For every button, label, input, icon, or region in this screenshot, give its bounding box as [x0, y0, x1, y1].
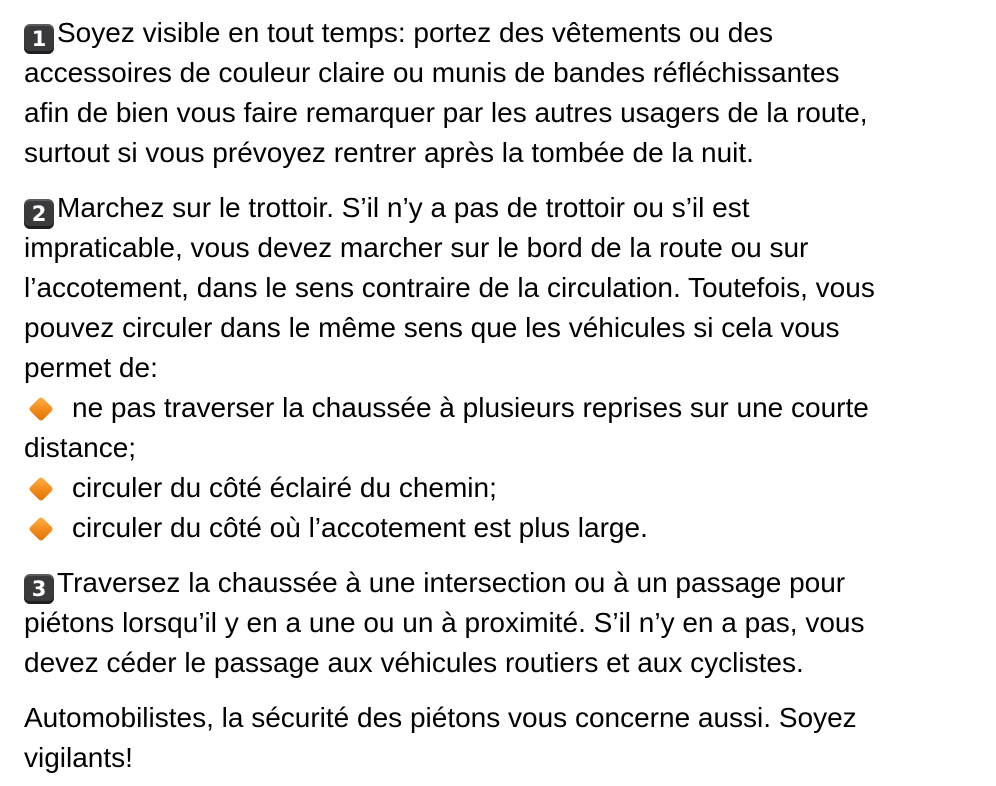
text-line	[24, 13, 984, 53]
bullet-continuation: distance;	[24, 432, 137, 463]
orange-diamond-icon	[28, 396, 53, 421]
point-1-paragraph	[24, 13, 984, 173]
keycap-1-icon: 1	[24, 24, 54, 54]
text-line: impraticable, vous devez marcher sur le bord de la route ou sur	[24, 232, 809, 263]
point-2-paragraph	[24, 188, 984, 548]
text-line: Soyez visible en tout temps: portez des vêtements ou des	[57, 17, 773, 48]
text-line	[24, 188, 984, 228]
point-3-paragraph	[24, 563, 984, 683]
text-line: permet de:	[24, 352, 158, 383]
bullet-item	[24, 468, 984, 508]
text-line	[24, 563, 984, 603]
text-line: surtout si vous prévoyez rentrer après la tombée de la nuit.	[24, 137, 754, 168]
bullet-text: circuler du côté éclairé du chemin;	[72, 472, 497, 503]
bullet-text: ne pas traverser la chaussée à plusieurs reprises sur une courte	[72, 392, 869, 423]
text-line: Marchez sur le trottoir. S’il n’y a pas de trottoir ou s’il est	[57, 192, 750, 223]
orange-diamond-icon	[28, 516, 53, 541]
text-line: Automobilistes, la sécurité des piétons vous concerne aussi. Soyez	[24, 702, 857, 733]
closing-paragraph	[24, 698, 984, 778]
keycap-3-icon: 3	[24, 574, 54, 604]
bullet-item	[24, 388, 984, 428]
text-line: afin de bien vous faire remarquer par les autres usagers de la route,	[24, 97, 868, 128]
text-line: piétons lorsqu’il y en a une ou un à proximité. S’il n’y en a pas, vous	[24, 607, 865, 638]
text-line: vigilants!	[24, 742, 133, 773]
text-line: pouvez circuler dans le même sens que les véhicules si cela vous	[24, 312, 840, 343]
text-line: Traversez la chaussée à une intersection ou à un passage pour	[57, 567, 846, 598]
text-line: accessoires de couleur claire ou munis de bandes réfléchissantes	[24, 57, 840, 88]
text-line: l’accotement, dans le sens contraire de la circulation. Toutefois, vous	[24, 272, 875, 303]
text-line: devez céder le passage aux véhicules routiers et aux cyclistes.	[24, 647, 804, 678]
keycap-2-icon: 2	[24, 199, 54, 229]
bullet-text: circuler du côté où l’accotement est plus large.	[72, 512, 648, 543]
post-body	[24, 13, 984, 778]
bullet-item	[24, 508, 984, 548]
orange-diamond-icon	[28, 476, 53, 501]
